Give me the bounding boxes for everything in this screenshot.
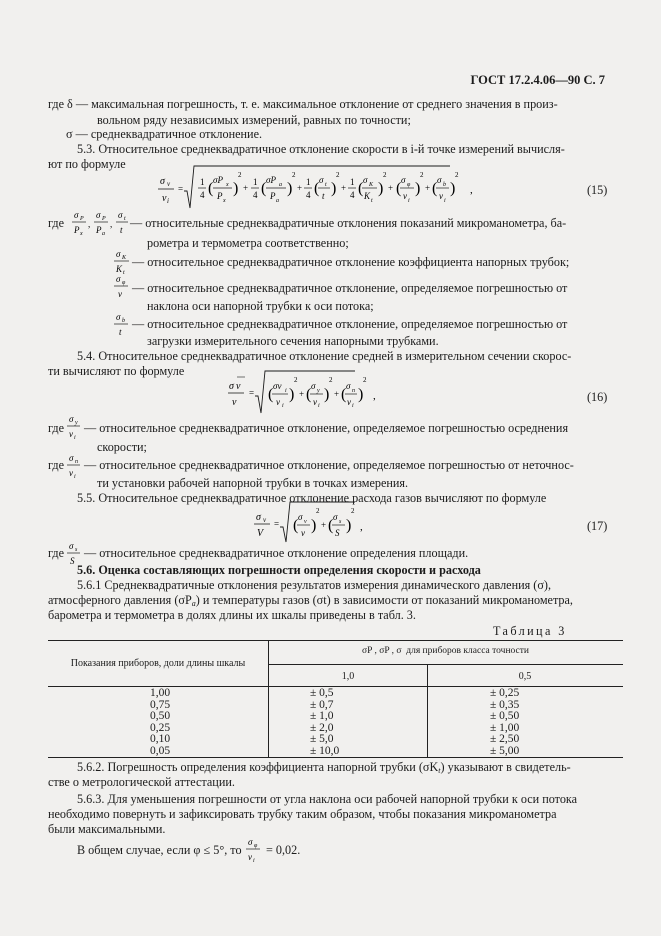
svg-text:σ: σ bbox=[298, 512, 303, 522]
svg-text:v: v bbox=[347, 397, 351, 407]
delta-definition-line1: где δ — максимальная погрешность, т. е. максимальное отклонение от среднего значения в произ- bbox=[48, 97, 558, 111]
svg-text:+: + bbox=[388, 183, 394, 193]
svg-text:v: v bbox=[304, 519, 307, 525]
svg-text:2: 2 bbox=[316, 507, 320, 515]
svg-text:2: 2 bbox=[420, 171, 424, 179]
table-header-class-0-5: 0,5 bbox=[518, 671, 532, 682]
table-header-class-1-0: 1,0 bbox=[341, 671, 355, 682]
delta-definition-line2: вольном ряду независимых измерений, равных по точности; bbox=[97, 113, 411, 127]
svg-text:V: V bbox=[257, 528, 264, 539]
where-15-line6: — относительное среднеквадратичное отклонение, определяемое погрешностью от bbox=[132, 317, 568, 331]
where-15-symbols bbox=[70, 207, 138, 237]
where-16-line3: — относительное среднеквадратичное отклонение, определяемое погрешностью от неточнос- bbox=[84, 458, 574, 472]
svg-text:+: + bbox=[425, 183, 431, 193]
svg-text:i: i bbox=[285, 388, 287, 394]
svg-text:2: 2 bbox=[336, 171, 340, 179]
svg-text:(: ( bbox=[432, 180, 438, 197]
svg-text:i: i bbox=[352, 403, 354, 409]
svg-text:σv: σv bbox=[273, 381, 282, 391]
svg-text:): ) bbox=[415, 180, 421, 197]
where-label-16b: где bbox=[48, 458, 65, 472]
section-5-5: 5.5. Относительное среднеквадратичное отклонение расхода газов вычисляют по формуле bbox=[77, 491, 547, 505]
svg-text:K: K bbox=[116, 264, 123, 274]
table-header-readings: Показания приборов, доли длины шкалы bbox=[70, 658, 246, 669]
svg-text:+: + bbox=[299, 389, 305, 399]
svg-text:v: v bbox=[236, 381, 241, 392]
svg-text:(: ( bbox=[306, 386, 312, 403]
section-5-6-3-line1: 5.6.3. Для уменьшения погрешности от угла наклона оси рабочей напорной трубки к оси потока bbox=[77, 792, 578, 806]
equation-number-15: (15) bbox=[587, 183, 608, 197]
svg-text:=: = bbox=[178, 184, 184, 194]
table-cell: 0,50 bbox=[149, 710, 171, 723]
svg-text:=: = bbox=[249, 388, 255, 398]
svg-text:): ) bbox=[233, 180, 239, 197]
svg-text:P: P bbox=[102, 216, 106, 222]
section-5-6-title: 5.6. Оценка составляющих погрешности определения скорости и расхода bbox=[77, 563, 481, 577]
svg-text:2: 2 bbox=[238, 171, 242, 179]
svg-text:σ: σ bbox=[116, 274, 121, 284]
svg-text:v: v bbox=[248, 852, 252, 862]
table-cell: ± 2,50 bbox=[490, 733, 520, 746]
svg-text:(: ( bbox=[396, 180, 402, 197]
symbol-sigma-phi bbox=[112, 271, 132, 301]
svg-text:): ) bbox=[346, 517, 352, 534]
svg-text:2: 2 bbox=[329, 376, 333, 384]
svg-text:φ: φ bbox=[254, 843, 258, 849]
svg-text:σ: σ bbox=[319, 175, 324, 185]
svg-text:σ: σ bbox=[311, 381, 316, 391]
table-col-readings bbox=[120, 688, 200, 758]
svg-text:P: P bbox=[217, 191, 223, 201]
svg-text:a: a bbox=[276, 198, 279, 204]
svg-text:σP: σP bbox=[213, 175, 223, 185]
table-cell: ± 1,00 bbox=[490, 721, 520, 734]
svg-text:σ: σ bbox=[256, 512, 261, 523]
symbol-sigma-n bbox=[65, 450, 85, 480]
table-cell: ± 0,35 bbox=[490, 698, 520, 711]
section-5-6-3-line2: необходимо повернуть и зафиксировать трубку таким образом, чтобы показания микроманометра bbox=[48, 807, 557, 821]
where-15-line5: наклона оси напорной трубки к оси потока; bbox=[147, 299, 374, 313]
where-15-line1: — относительные среднеквадратичные отклонения показаний микроманометра, ба- bbox=[130, 216, 567, 230]
svg-text:1: 1 bbox=[253, 177, 258, 187]
svg-text:i: i bbox=[408, 198, 410, 204]
svg-text:σ: σ bbox=[96, 210, 101, 220]
where-15-line2: рометра и термометра соответственно; bbox=[147, 236, 349, 250]
svg-text:σ: σ bbox=[118, 210, 123, 220]
svg-text:i: i bbox=[74, 474, 76, 480]
svg-text:t: t bbox=[322, 191, 325, 201]
svg-text:v: v bbox=[403, 191, 407, 201]
table-cell: ± 0,7 bbox=[310, 698, 334, 711]
where-label-15: где bbox=[48, 216, 65, 230]
svg-text:+: + bbox=[243, 183, 249, 193]
table-header-sigma-group: σP , σP , σ для приборов класса точности bbox=[362, 646, 529, 656]
table-caption: Таблица 3 bbox=[493, 624, 567, 638]
svg-text:t: t bbox=[325, 182, 327, 188]
table-cell: ± 1,0 bbox=[310, 710, 334, 723]
where-label-16: где bbox=[48, 421, 65, 435]
svg-text:σ: σ bbox=[401, 175, 406, 185]
svg-text:): ) bbox=[287, 180, 293, 197]
svg-text:,: , bbox=[360, 521, 363, 533]
svg-text:i: i bbox=[318, 403, 320, 409]
svg-text:t: t bbox=[120, 225, 123, 235]
svg-text:i: i bbox=[167, 197, 169, 205]
final-statement-start: В общем случае, если φ ≤ 5°, то bbox=[77, 843, 242, 857]
svg-text:v: v bbox=[232, 397, 237, 408]
svg-text:): ) bbox=[378, 180, 384, 197]
svg-text:,: , bbox=[373, 390, 376, 402]
formula-17 bbox=[250, 500, 370, 546]
svg-text:): ) bbox=[324, 386, 330, 403]
svg-text:(: ( bbox=[358, 180, 364, 197]
page-header: ГОСТ 17.2.4.06—90 С. 7 bbox=[470, 73, 605, 87]
svg-text:φ: φ bbox=[122, 280, 126, 286]
where-16-line4: ти установки рабочей напорной трубки в точках измерения. bbox=[97, 476, 409, 490]
svg-text:(: ( bbox=[341, 386, 347, 403]
table-cell: ± 5,0 bbox=[310, 733, 334, 746]
svg-text:P: P bbox=[96, 225, 102, 235]
section-5-6-1-line1: 5.6.1 Среднеквадратичные отклонения результатов измерения динамического давления (σ), bbox=[77, 578, 552, 592]
svg-text:v: v bbox=[69, 429, 73, 439]
table-cell: ± 5,00 bbox=[490, 744, 520, 757]
svg-text:(: ( bbox=[328, 517, 334, 534]
svg-text:b: b bbox=[443, 182, 446, 188]
svg-text:4: 4 bbox=[306, 190, 311, 200]
svg-text:v: v bbox=[69, 468, 73, 478]
svg-text:σ: σ bbox=[69, 453, 74, 463]
svg-text:σ: σ bbox=[116, 249, 121, 259]
svg-text:,: , bbox=[470, 184, 473, 196]
table-cell: ± 0,5 bbox=[310, 687, 334, 699]
svg-text:+: + bbox=[341, 183, 347, 193]
svg-text:P: P bbox=[74, 225, 80, 235]
svg-text:σ: σ bbox=[160, 176, 165, 187]
svg-text:K: K bbox=[364, 191, 371, 201]
table-col-class-1-0 bbox=[310, 688, 390, 758]
table-cell: 0,25 bbox=[149, 721, 171, 734]
section-5-6-2-line2: стве о метрологической аттестации. bbox=[48, 775, 235, 789]
where-16-line1: — относительное среднеквадратичное отклонение, определяемое погрешностью осреднения bbox=[84, 421, 569, 435]
svg-text:): ) bbox=[331, 180, 337, 197]
section-5-6-1-line2: атмосферного давления (σPa) и температуры газов (σt) в зависимости от показаний микроманометра, bbox=[48, 593, 573, 608]
svg-text:i: i bbox=[282, 403, 284, 409]
svg-text:4: 4 bbox=[253, 190, 258, 200]
svg-text:i: i bbox=[253, 858, 255, 864]
svg-text:v: v bbox=[276, 397, 280, 407]
svg-text:s: s bbox=[339, 519, 342, 525]
svg-text:φ: φ bbox=[407, 182, 411, 188]
svg-text:t: t bbox=[371, 198, 373, 204]
formula-16 bbox=[225, 369, 385, 417]
svg-text:): ) bbox=[311, 517, 317, 534]
symbol-sigma-y bbox=[65, 411, 85, 441]
section-5-6-2-line1: 5.6.2. Погрешность определения коэффициента напорной трубки (σKt) указывают в свидетель- bbox=[77, 760, 571, 775]
svg-text:): ) bbox=[450, 180, 456, 197]
svg-text:σ: σ bbox=[116, 312, 121, 322]
svg-text:t: t bbox=[123, 270, 125, 276]
table-col-class-0-5 bbox=[490, 688, 570, 758]
svg-text:v: v bbox=[301, 528, 305, 538]
svg-text:2: 2 bbox=[363, 376, 367, 384]
svg-text:i: i bbox=[74, 435, 76, 441]
svg-text:+: + bbox=[297, 183, 303, 193]
section-5-3-line1: 5.3. Относительное среднеквадратичное отклонение скорости в i-й точке измерений вычисля- bbox=[77, 142, 565, 156]
sigma-definition: σ — среднеквадратичное отклонение. bbox=[66, 127, 263, 141]
svg-text:2: 2 bbox=[383, 171, 387, 179]
where-15-line3: — относительное среднеквадратичное отклонение коэффициента напорных трубок; bbox=[132, 255, 570, 269]
table-cell: 1,00 bbox=[149, 687, 171, 699]
where-15-line7: загрузки измерительного сечения напорными трубками. bbox=[147, 334, 439, 348]
table-cell: 0,05 bbox=[149, 744, 171, 757]
where-15-line4: — относительное среднеквадратичное отклонение, определяемое погрешностью от bbox=[132, 281, 568, 295]
svg-text:n: n bbox=[352, 388, 355, 394]
svg-text:i: i bbox=[444, 198, 446, 204]
svg-text:P: P bbox=[80, 216, 84, 222]
svg-text:t: t bbox=[119, 327, 122, 337]
svg-text:σ: σ bbox=[346, 381, 351, 391]
svg-text:σP: σP bbox=[266, 175, 276, 185]
where-17-line: — относительное среднеквадратичное отклонение определения площади. bbox=[84, 546, 469, 560]
svg-text:K: K bbox=[369, 182, 374, 188]
svg-text:y: y bbox=[317, 388, 320, 394]
table-cell: 0,75 bbox=[149, 698, 171, 711]
svg-text:1: 1 bbox=[350, 177, 355, 187]
svg-text:): ) bbox=[289, 386, 295, 403]
svg-text:+: + bbox=[334, 389, 340, 399]
svg-text:x: x bbox=[80, 231, 83, 237]
svg-text:a: a bbox=[279, 182, 282, 188]
svg-text:+: + bbox=[321, 520, 327, 530]
svg-text:σ: σ bbox=[333, 512, 338, 522]
svg-text:S: S bbox=[70, 556, 75, 566]
svg-text:v: v bbox=[263, 516, 267, 524]
table-cell: ± 0,50 bbox=[490, 710, 520, 723]
svg-text:σ: σ bbox=[229, 381, 234, 392]
svg-text:x: x bbox=[223, 198, 226, 204]
svg-text:t: t bbox=[124, 216, 126, 222]
svg-text:K: K bbox=[122, 255, 127, 261]
section-5-6-3-line3: были максимальными. bbox=[48, 822, 166, 836]
section-5-6-1-line3: барометра и термометра в долях длины их шкалы приведены в табл. 3. bbox=[48, 608, 416, 622]
svg-text:(: ( bbox=[268, 386, 274, 403]
svg-text:2: 2 bbox=[292, 171, 296, 179]
svg-text:n: n bbox=[75, 459, 78, 465]
svg-text:v: v bbox=[118, 289, 122, 299]
svg-text:y: y bbox=[75, 420, 78, 426]
svg-text:(: ( bbox=[208, 180, 214, 197]
final-statement-value: = 0,02. bbox=[266, 843, 301, 857]
svg-text:σ: σ bbox=[363, 175, 368, 185]
svg-text:σ: σ bbox=[437, 175, 442, 185]
section-5-4-line1: 5.4. Относительное среднеквадратичное отклонение средней в измерительном сечении скорос- bbox=[77, 349, 572, 363]
section-5-4-line2: ти вычисляют по формуле bbox=[48, 364, 185, 378]
where-label-17: где bbox=[48, 546, 65, 560]
svg-text:2: 2 bbox=[294, 376, 298, 384]
svg-text:s: s bbox=[75, 547, 78, 553]
where-16-line2: скорости; bbox=[97, 440, 147, 454]
svg-text:,: , bbox=[110, 219, 113, 229]
svg-text:S: S bbox=[335, 528, 340, 538]
svg-text:4: 4 bbox=[350, 190, 355, 200]
symbol-sigma-b bbox=[112, 309, 132, 339]
svg-text:v: v bbox=[162, 193, 167, 204]
svg-text:): ) bbox=[358, 386, 364, 403]
svg-text:v: v bbox=[167, 180, 171, 188]
table-cell: ± 2,0 bbox=[310, 721, 334, 734]
svg-text:2: 2 bbox=[351, 507, 355, 515]
table-cell: 0,10 bbox=[149, 733, 171, 746]
formula-15 bbox=[150, 163, 480, 213]
svg-text:a: a bbox=[102, 231, 105, 237]
svg-text:σ: σ bbox=[69, 414, 74, 424]
svg-text:2: 2 bbox=[455, 171, 459, 179]
svg-text:v: v bbox=[439, 191, 443, 201]
equation-number-16: (16) bbox=[587, 390, 608, 404]
equation-number-17: (17) bbox=[587, 519, 608, 533]
svg-text:1: 1 bbox=[306, 177, 311, 187]
svg-text:σ: σ bbox=[69, 541, 74, 551]
svg-text:σ: σ bbox=[248, 837, 253, 847]
svg-text:x: x bbox=[226, 182, 229, 188]
svg-text:v: v bbox=[313, 397, 317, 407]
svg-text:(: ( bbox=[293, 517, 299, 534]
svg-text:1: 1 bbox=[200, 177, 205, 187]
svg-text:P: P bbox=[270, 191, 276, 201]
svg-text:,: , bbox=[88, 219, 91, 229]
svg-text:(: ( bbox=[314, 180, 320, 197]
svg-text:4: 4 bbox=[200, 190, 205, 200]
svg-text:b: b bbox=[122, 318, 125, 324]
svg-text:σ: σ bbox=[74, 210, 79, 220]
symbol-sigma-phi-final bbox=[244, 834, 264, 866]
section-5-3-line2: ют по формуле bbox=[48, 157, 126, 171]
svg-text:(: ( bbox=[261, 180, 267, 197]
table-cell: ± 10,0 bbox=[310, 744, 340, 757]
table-cell: ± 0,25 bbox=[490, 687, 520, 699]
svg-text:=: = bbox=[274, 519, 280, 529]
